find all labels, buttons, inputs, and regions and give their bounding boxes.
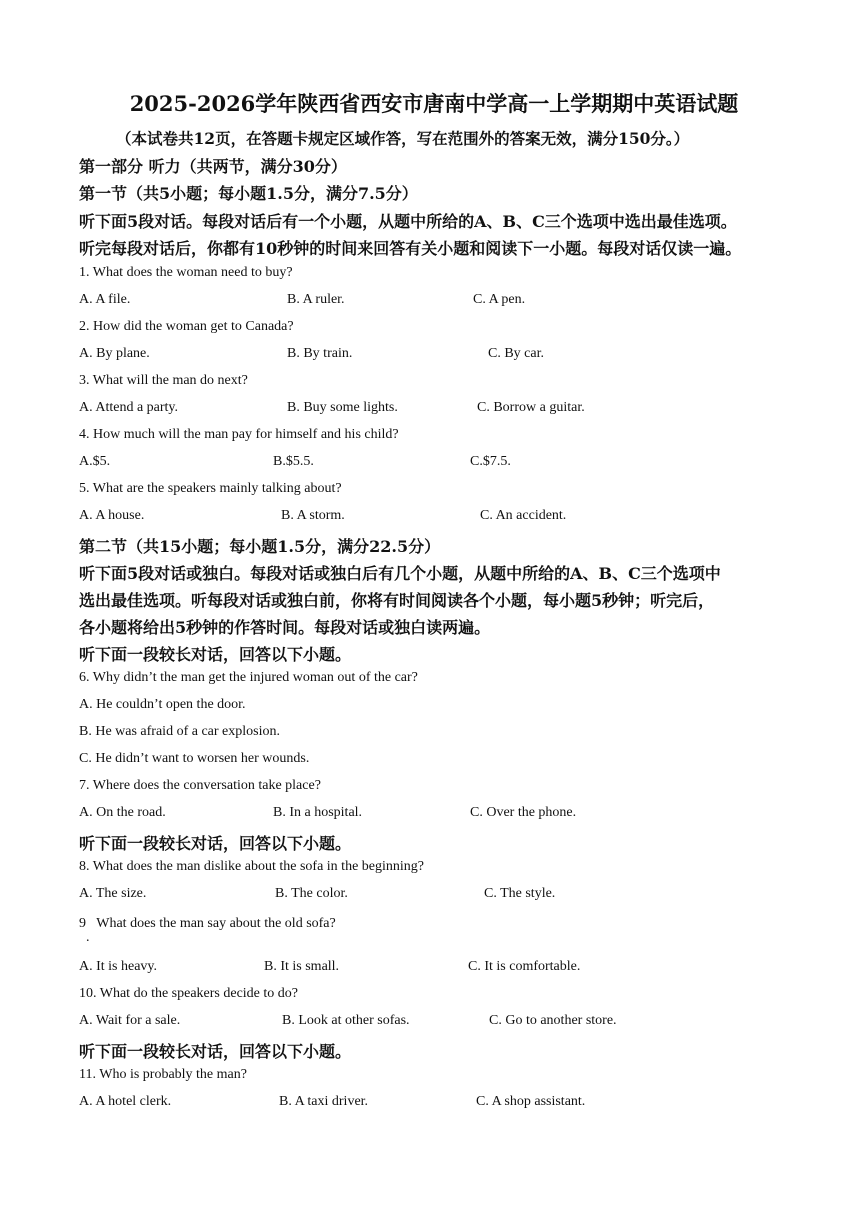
option-c: C. A pen. xyxy=(473,292,526,307)
section-two-instruction: 各小题将给出5秒钟的作答时间。每段对话或独白读两遍。 xyxy=(79,618,491,637)
question-stem: 5. What are the speakers mainly talking about? xyxy=(79,481,342,496)
option-b: B. It is small. xyxy=(264,959,340,974)
option-b: B. By train. xyxy=(287,346,353,361)
option-b: B. In a hospital. xyxy=(273,805,363,820)
section-two-instruction: 听下面5段对话或独白。每段对话或独白后有几个小题，从题中所给的A、B、C三个选项中 xyxy=(79,564,721,583)
option-a: A. On the road. xyxy=(79,805,166,820)
option-c: C. It is comfortable. xyxy=(468,959,581,974)
option-c: C.$7.5. xyxy=(470,454,511,469)
stray-dot: . xyxy=(86,930,90,945)
question-stem: 6. Why didn’t the man get the injured woman out of the car? xyxy=(79,670,418,685)
question-stem: 4. How much will the man pay for himself and his child? xyxy=(79,427,399,442)
question-stem: 2. How did the woman get to Canada? xyxy=(79,319,294,334)
option-b: B. Look at other sofas. xyxy=(282,1013,410,1028)
option-a: A.$5. xyxy=(79,454,111,469)
option-c: C. Borrow a guitar. xyxy=(477,400,585,415)
option-b: B. Buy some lights. xyxy=(287,400,398,415)
question-stem: 11. Who is probably the man? xyxy=(79,1067,247,1082)
question-stem: 9 What does the man say about the old sofa? xyxy=(79,916,336,931)
question-stem: 7. Where does the conversation take place? xyxy=(79,778,321,793)
option-a: A. He couldn’t open the door. xyxy=(79,697,246,712)
section-one-header: 第一节（共5小题；每小题1.5分，满分7.5分） xyxy=(79,184,418,203)
option-c: C. By car. xyxy=(488,346,544,361)
question-stem: 3. What will the man do next? xyxy=(79,373,248,388)
option-a: A. Wait for a sale. xyxy=(79,1013,181,1028)
option-b: B. A storm. xyxy=(281,508,345,523)
option-c: C. An accident. xyxy=(480,508,567,523)
option-a: A. A house. xyxy=(79,508,145,523)
option-c: C. He didn’t want to worsen her wounds. xyxy=(79,751,310,766)
option-c: C. Go to another store. xyxy=(489,1013,617,1028)
option-a: A. A file. xyxy=(79,292,131,307)
option-b: B.$5.5. xyxy=(273,454,314,469)
option-c: C. A shop assistant. xyxy=(476,1094,586,1109)
dialogue-group-label: 听下面一段较长对话，回答以下小题。 xyxy=(79,834,352,853)
question-stem: 8. What does the man dislike about the sofa in the beginning? xyxy=(79,859,424,874)
dialogue-group-label: 听下面一段较长对话，回答以下小题。 xyxy=(79,645,352,664)
dialogue-group-label: 听下面一段较长对话，回答以下小题。 xyxy=(79,1042,352,1061)
option-b: B. A taxi driver. xyxy=(279,1094,369,1109)
question-stem: 10. What do the speakers decide to do? xyxy=(79,986,299,1001)
option-a: A. It is heavy. xyxy=(79,959,158,974)
option-c: C. Over the phone. xyxy=(470,805,577,820)
option-b: B. He was afraid of a car explosion. xyxy=(79,724,280,739)
part-one-header: 第一部分 听力（共两节，满分30分） xyxy=(79,157,347,176)
option-b: B. A ruler. xyxy=(287,292,345,307)
option-a: A. By plane. xyxy=(79,346,150,361)
exam-title: 2025-2026学年陕西省西安市唐南中学高一上学期期中英语试题 xyxy=(129,91,739,116)
question-stem: 1. What does the woman need to buy? xyxy=(79,265,293,280)
option-b: B. The color. xyxy=(275,886,348,901)
option-c: C. The style. xyxy=(484,886,556,901)
section-one-instruction: 听完每段对话后，你都有10秒钟的时间来回答有关小题和阅读下一小题。每段对话仅读一遍。 xyxy=(79,239,742,258)
option-a: A. The size. xyxy=(79,886,147,901)
section-two-header: 第二节（共15小题；每小题1.5分，满分22.5分） xyxy=(79,537,441,556)
section-two-instruction: 选出最佳选项。听每段对话或独白前，你将有时间阅读各个小题，每小题5秒钟；听完后， xyxy=(79,591,715,610)
exam-subtitle: （本试卷共12页，在答题卡规定区域作答，写在范围外的答案无效，满分150分。） xyxy=(116,129,690,148)
option-a: A. A hotel clerk. xyxy=(79,1094,172,1109)
option-a: A. Attend a party. xyxy=(79,400,179,415)
section-one-instruction: 听下面5段对话。每段对话后有一个小题，从题中所给的A、B、C三个选项中选出最佳选项。 xyxy=(79,212,737,231)
